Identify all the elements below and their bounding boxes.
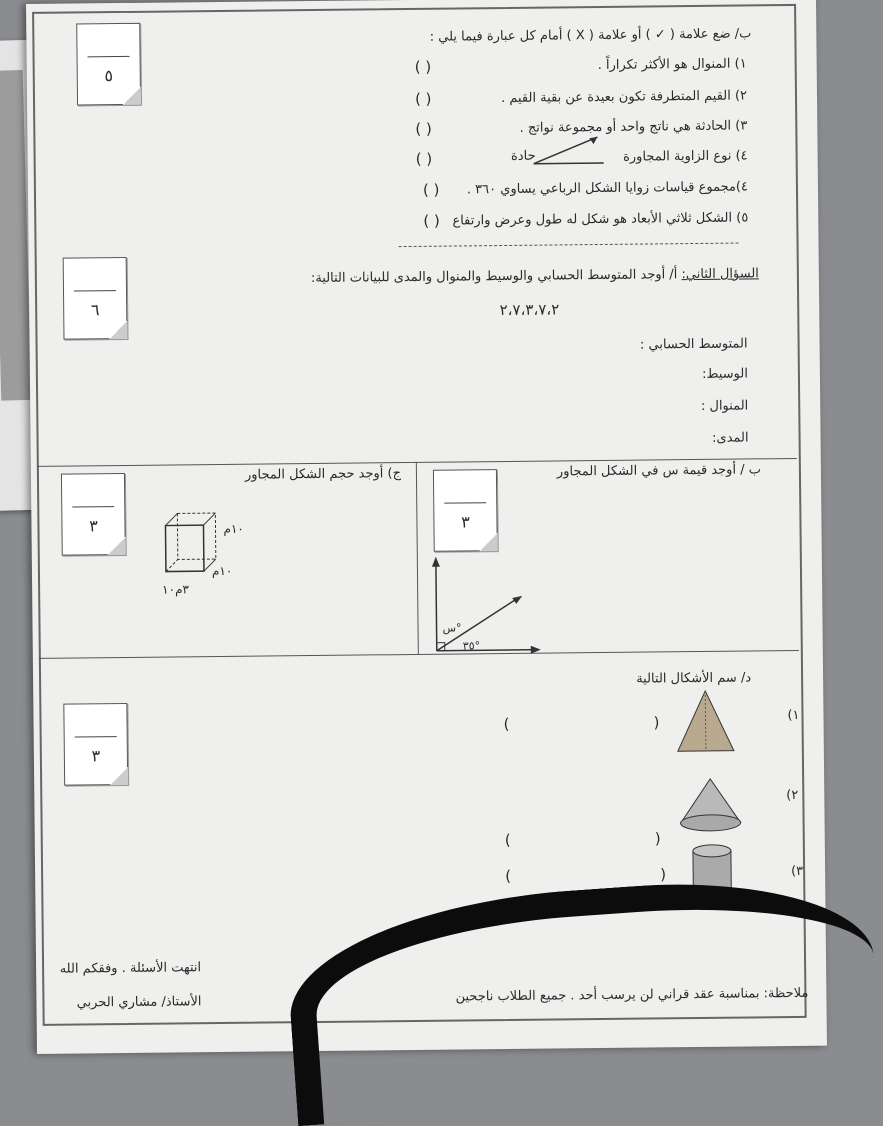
score-box-q2d: ٣ xyxy=(63,703,128,786)
answer-paren: ( ) xyxy=(423,211,440,230)
cone-figure xyxy=(676,777,747,838)
answer-paren: ( ) xyxy=(414,57,432,76)
angle-x-label: س° xyxy=(442,621,462,635)
q2b-prompt: ب / أوجد قيمة س في الشكل المجاور xyxy=(556,462,761,480)
part-a-instruction: ب/ ضع علامة ( ✓ ) أو علامة ( X ) أمام كل عبارة فيما يلي : xyxy=(429,26,752,45)
label-median: الوسيط: xyxy=(702,366,748,382)
q2-data-values: ٢،٧،٣،٧،٢ xyxy=(499,300,560,320)
shape-number-1: ١) xyxy=(787,707,800,724)
answer-paren: ( ) xyxy=(414,89,432,108)
answer-paren-open: ( xyxy=(504,830,511,850)
label-range: المدى: xyxy=(712,430,749,446)
answer-paren-open: ( xyxy=(505,866,512,886)
score-box-part-a: ٥ xyxy=(76,23,141,106)
answer-paren: ( ) xyxy=(422,180,440,199)
q2-prompt: أ/ أوجد المتوسط الحسابي والوسيط والمنوال والمدى للبيانات التالية: xyxy=(310,267,678,287)
angle-answer-label: حادة xyxy=(510,148,536,164)
end-note: انتهت الأسئلة . وفقكم الله xyxy=(59,960,202,977)
angle-x-figure xyxy=(422,554,543,655)
cube-width-label: ١٠م xyxy=(211,563,233,579)
answer-paren-close: ) xyxy=(653,713,660,732)
answer-paren-open: ( xyxy=(503,714,510,734)
acute-angle-figure xyxy=(527,133,607,170)
shape-number-2: ٢) xyxy=(786,787,799,804)
answer-paren-close: ) xyxy=(660,865,667,884)
q2-heading: السؤال الثاني: xyxy=(681,266,759,283)
cube-height-label: ١٠م xyxy=(223,521,244,536)
shape-number-3: ٣) xyxy=(790,863,804,880)
answer-paren-close: ) xyxy=(654,829,661,848)
statement-5: ٤)مجموع قياسات زوايا الشكل الرباعي يساوي ٣٦٠ . xyxy=(466,179,749,198)
pyramid-figure xyxy=(673,687,738,758)
answer-paren: ( ) xyxy=(415,119,432,138)
score-box-q2: ٦ xyxy=(63,257,128,340)
statement-3: ٣) الحادثة هي ناتج واحد أو مجموعة نواتج . xyxy=(519,118,748,136)
statement-4: ٤) نوع الزاوية المجاورة xyxy=(622,148,748,165)
score-box-q2c: ٣ xyxy=(61,473,126,556)
angle-35-label: ٣٥° xyxy=(462,639,481,653)
statement-2: ٢) القيم المتطرفة تكون بعيدة عن بقية القيم . xyxy=(500,88,748,107)
score-box-q2b: ٣ xyxy=(433,469,498,552)
label-mean: المتوسط الحسابي : xyxy=(639,336,748,353)
remark-note: ملاحظة: بمناسبة عقد قراني لن يرسب أحد . جميع الطلاب ناجحين xyxy=(455,985,809,1005)
answer-paren: ( ) xyxy=(415,149,433,168)
statement-6: ٥) الشكل ثلاثي الأبعاد هو شكل له طول وعرض وارتفاع xyxy=(452,210,749,229)
label-mode: المنوال : xyxy=(700,398,749,414)
q2c-prompt: ج) أوجد حجم الشكل المجاور xyxy=(244,466,402,483)
teacher-name: الأستاذ/ مشاري الحربي xyxy=(76,994,202,1011)
cube-length-label: ٣م١٠ xyxy=(162,582,189,597)
statement-1: ١) المنوال هو الأكثر تكراراً . xyxy=(597,56,747,74)
q2d-prompt: د/ سم الأشكال التالية xyxy=(636,670,752,687)
